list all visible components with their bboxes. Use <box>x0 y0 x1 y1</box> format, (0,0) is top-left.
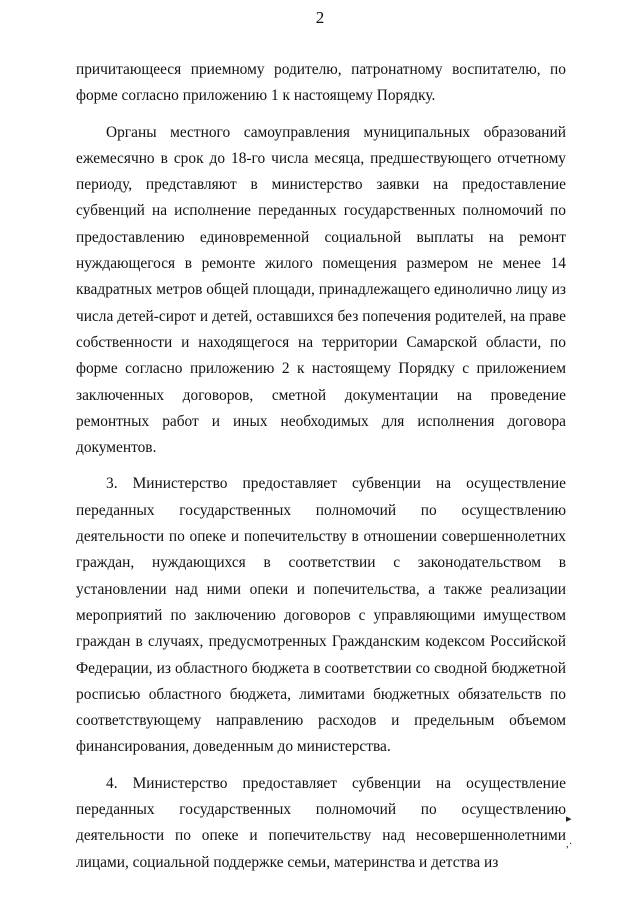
scan-mark: ,· <box>566 838 573 850</box>
document-body <box>76 57 566 876</box>
scan-mark: ▸ <box>566 813 572 825</box>
page-number: 2 <box>315 8 325 27</box>
paragraph-continuation: причитающееся приемному родителю, патронатному воспитателю, по форме согласно приложению 1 к настоящему Порядку. <box>76 61 566 105</box>
paragraph-item-3: 3. Министерство предоставляет субвенции на осуществление переданных государственных полномочий по осуществлению деятельности по опеке и попечительству в отношении совершеннолетних граждан, нуждающихся в соответствии с законодательством в установлении над ними опеки и попечительства, а также реализации мероприятий по заключению договоров с управляющими имуществом граждан в случаях, предусмотренных Гражданским кодексом Российской Федерации, из областного бюджета в соответствии со сводной бюджетной росписью областного бюджета, лимитами бюджетных обязательств по соответствующему направлению расходов и предельным объемом финансирования, доведенным до министерства. <box>76 475 566 756</box>
paragraph-item-4: 4. Министерство предоставляет субвенции на осуществление переданных государственных полномочий по осуществлению деятельности по опеке и попечительству над несовершеннолетними лицами, социальной поддержке семьи, материнства и детства из <box>76 774 566 871</box>
paragraph-local-authorities: Органы местного самоуправления муниципальных образований ежемесячно в срок до 18-го числа месяца, предшествующего отчетному периоду, представляют в министерство заявки на предоставление субвенций на исполнение переданных государственных полномочий по предоставлению единовременной социальной выплаты на ремонт нуждающегося в ремонте жилого помещения размером не менее 14 квадратных метров общей площади, принадлежащего единолично лицу из числа детей-сирот и детей, оставшихся без попечения родителей, на праве собственности и находящегося на территории Самарской области, по форме согласно приложению 2 к настоящему Порядку с приложением заключенных договоров, сметной документации на проведение ремонтных работ и иных необходимых для исполнения договора документов. <box>76 123 566 457</box>
